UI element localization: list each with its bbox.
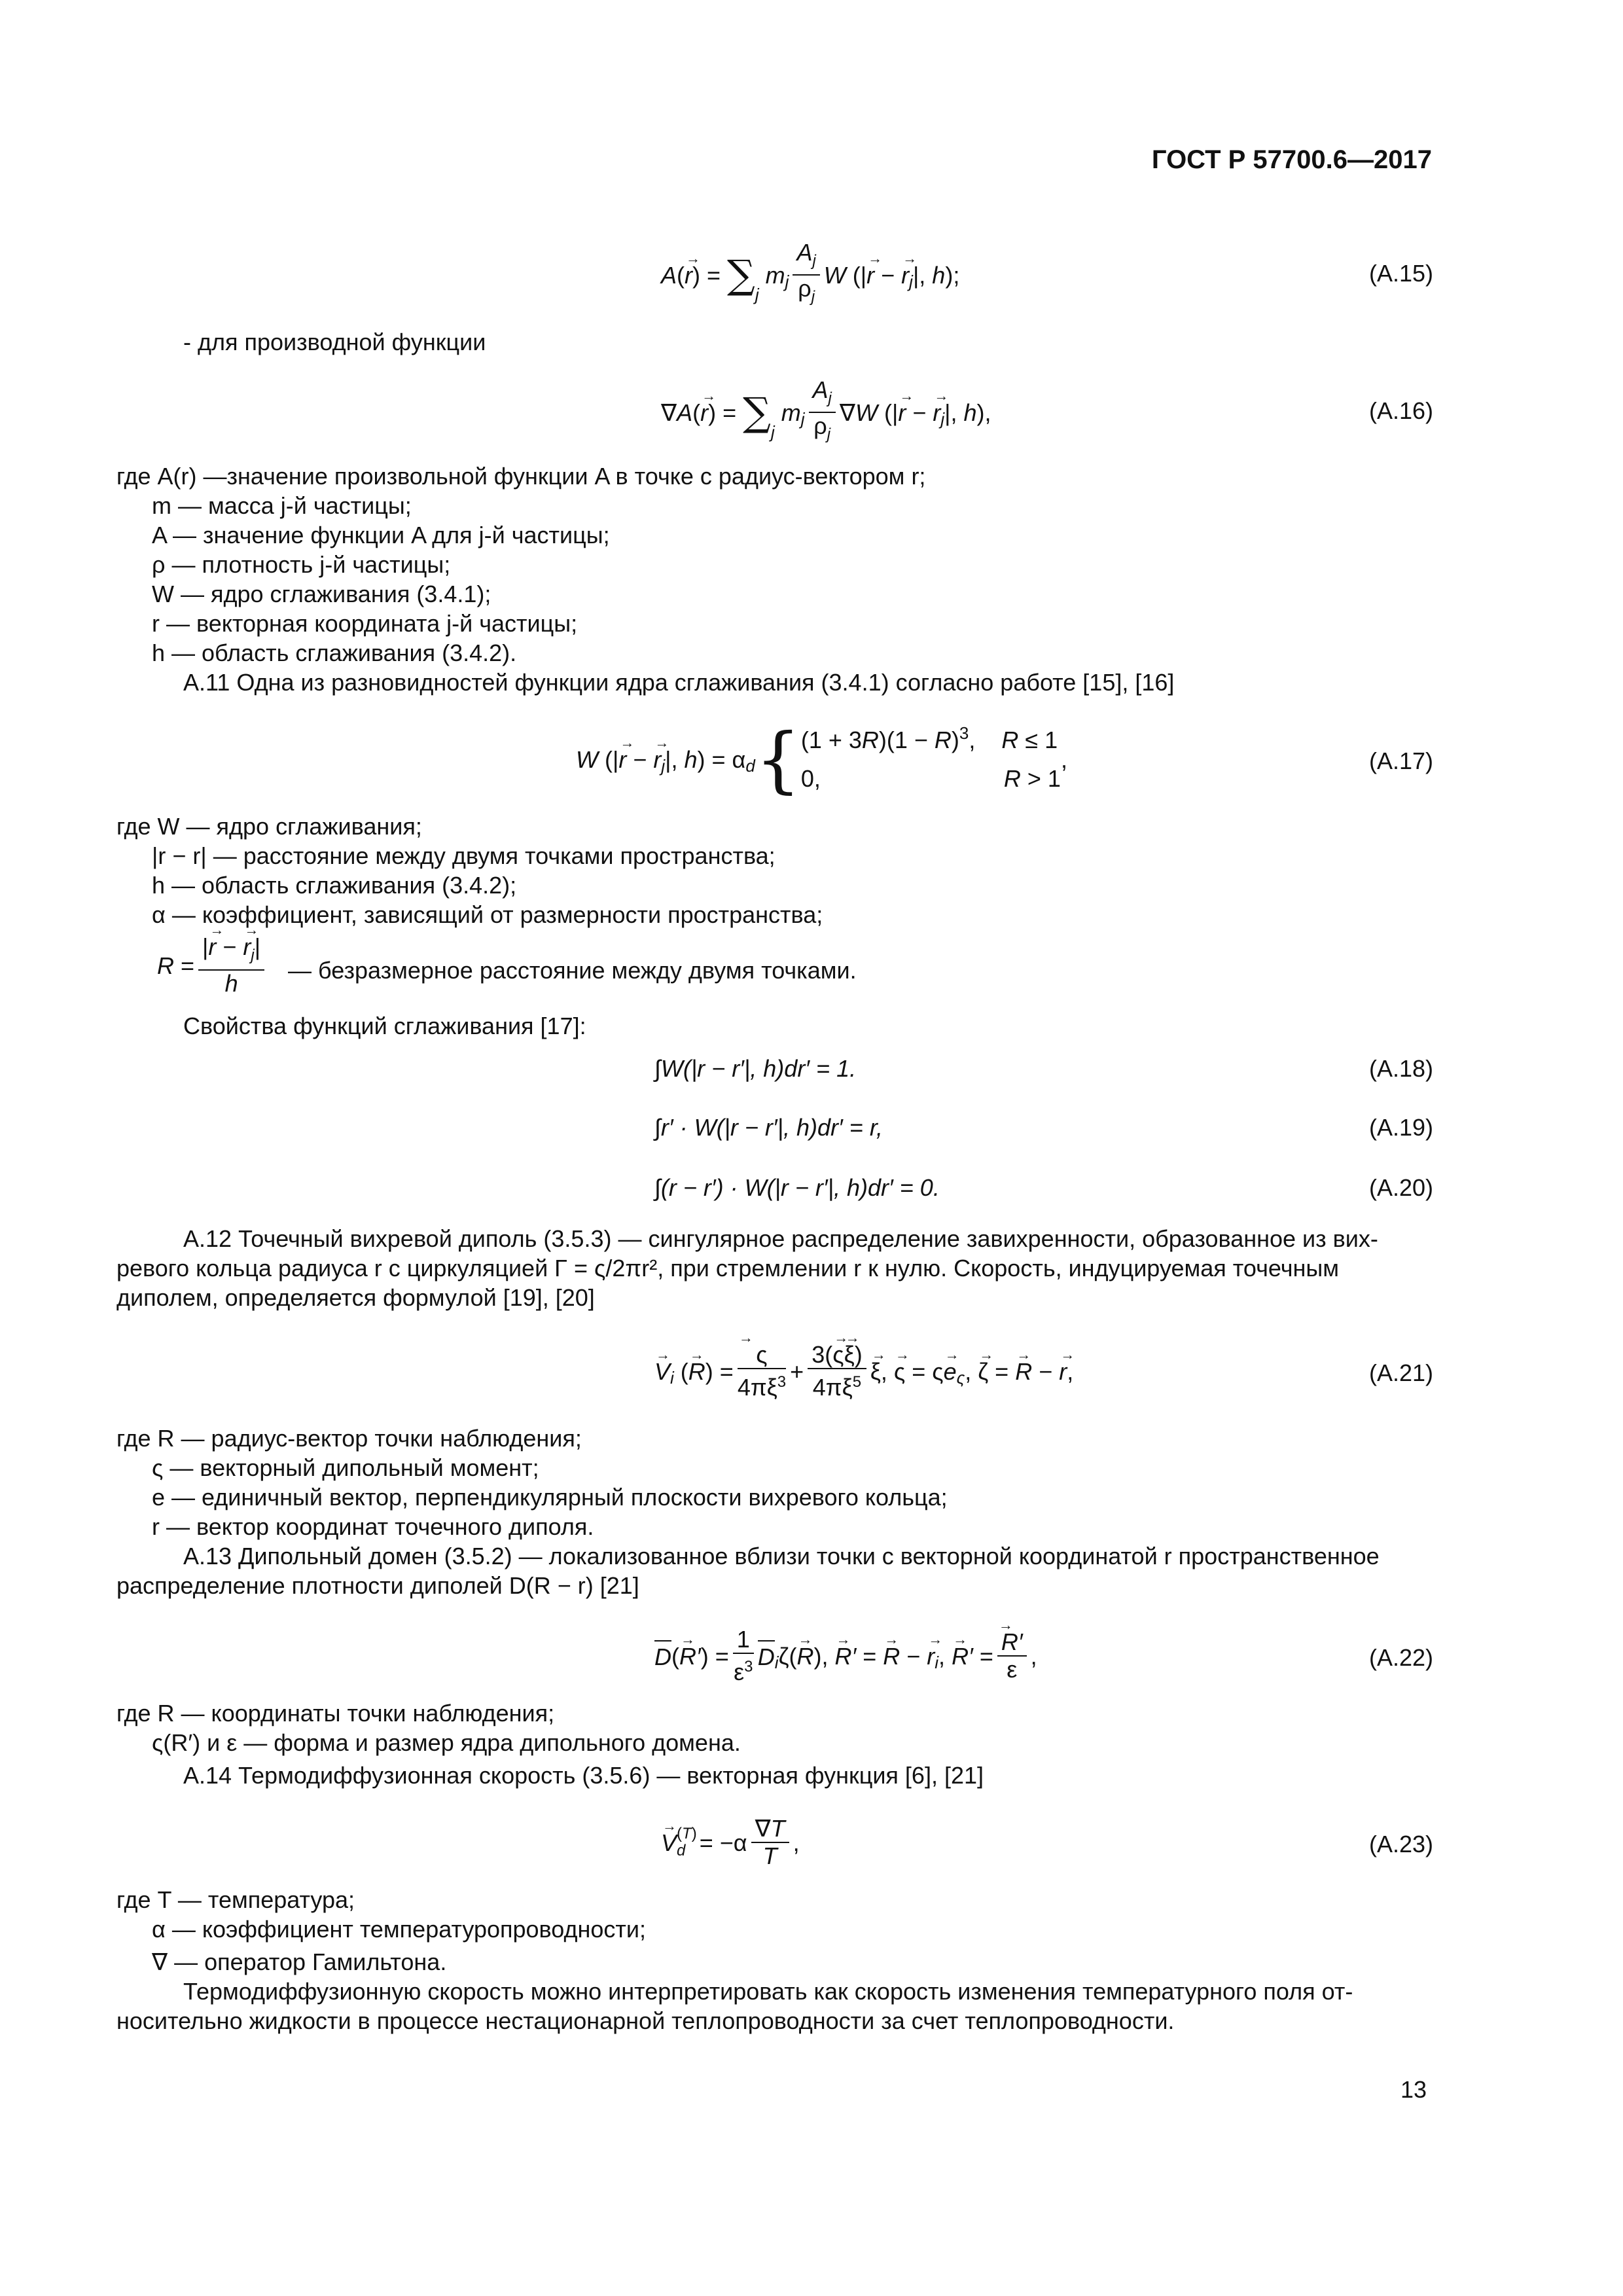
where-a-line-7: h — область сглаживания (3.4.2). [152, 639, 517, 666]
where-e-line-3: ∇ — оператор Гамильтона. [152, 1948, 447, 1975]
section-a11: А.11 Одна из разновидностей функции ядра сглаживания (3.4.1) согласно работе [15], [16] [183, 669, 1175, 696]
derivative-intro: - для производной функции [183, 329, 486, 355]
formula-a23: → V (T) d = −α $\frac{\nabla T}{T}$ , [661, 1800, 800, 1885]
where-b-line-2: |r − r| — расстояние между двумя точками пространства; [152, 842, 776, 869]
section-a12-line-1: А.12 Точечный вихревой диполь (3.5.3) — сингулярное распределение завихренности, образованное из вих- [183, 1225, 1378, 1252]
section-a13-line-2: распределение плотности диполей D(R − r) [21] [116, 1572, 639, 1599]
r-definition: R = $\frac{|\to r - \to r_j|}{h}$ [157, 929, 268, 1001]
eq-number-a21: (A.21) [1368, 1359, 1433, 1386]
where-a-line-5: W — ядро сглаживания (3.4.1); [152, 581, 491, 607]
eq-number-a23: (A.23) [1368, 1831, 1433, 1857]
formula-a20: ∫(r − r′) · W(|r − r′|, h)dr′ = 0. [654, 1174, 940, 1201]
formula-a19: ∫r′ · W(|r − r′|, h)dr′ = r, [654, 1114, 883, 1141]
final-paragraph-line-2: носительно жидкости в процессе нестационарной теплопроводности за счет теплопроводности. [116, 2007, 1175, 2034]
section-a13-line-1: А.13 Дипольный домен (3.5.2) — локализованное вблизи точки с векторной координатой r пространственное [183, 1543, 1380, 1570]
final-paragraph-line-1: Термодиффузионную скорость можно интерпретировать как скорость изменения температурного поля от- [183, 1978, 1353, 2005]
formula-a22: D ( → R′ ) = $\frac{1}{\varepsilon^3}$ D i ζ( → R ), → R′ = → R − → r i , → R′ = → $\frac{R'}{\varepsilon}$ , [654, 1613, 1037, 1698]
formula-a15: A ( → r ) = ∑ j m j $\frac{A_j}{\rho_j}$ W (| → r − → r j |, h ); [661, 236, 959, 314]
eq-number-a16: (A.16) [1368, 397, 1433, 424]
where-b-line-4: α — коэффициент, зависящий от размерности пространства; [152, 901, 823, 928]
where-c-line-3: e — единичный вектор, перпендикулярный плоскости вихревого кольца; [152, 1484, 948, 1511]
section-a12-line-3: диполем, определяется формулой [19], [20] [116, 1284, 595, 1311]
where-c-line-1: где R — радиус-вектор точки наблюдения; [116, 1425, 582, 1452]
standard-header: ГОСТ Р 57700.6—2017 [1151, 145, 1432, 174]
where-c-line-2: ς — векторный дипольный момент; [152, 1454, 539, 1481]
formula-a18: ∫W(|r − r′|, h)dr′ = 1. [654, 1055, 857, 1082]
where-a-line-4: ρ — плотность j-й частицы; [152, 551, 451, 578]
formula-a17: W (| → r − → r j |, h ) = α d { $(1 + 3R)(1 - R)^3$, R ≤ 1 0, R > 1 , [576, 720, 1067, 798]
section-a12-line-2: ревого кольца радиуса r с циркуляцией Γ = ς/2πr², при стремлении r к нулю. Скорость, индуцируемая точечным [116, 1255, 1339, 1282]
section-a14: А.14 Термодиффузионная скорость (3.5.6) — векторная функция [6], [21] [183, 1762, 984, 1789]
where-a-line-3: A — значение функции A для j-й частицы; [152, 522, 610, 548]
eq-number-a20: (A.20) [1368, 1174, 1433, 1201]
formula-a16: ∇ A ( → r ) = ∑ j m j $\frac{A_j}{\rho_j}$ ∇ W (| → r − → r j |, h ), [661, 373, 991, 452]
where-a-line-2: m — масса j-й частицы; [152, 492, 412, 519]
eq-number-a19: (A.19) [1368, 1114, 1433, 1141]
page-number: 13 [1400, 2076, 1427, 2103]
where-d-line-2: ς(R′) и ε — форма и размер ядра дипольного домена. [152, 1729, 741, 1756]
formula-a21: → V i ( → R ) = → $\frac{\varsigma}{4\pi\xi^3}$ + $\frac{3(\to \varsigma\to \xi)}{4\pi\xi^5}$ → ξ , → ς = ς → e ς , → ζ = → R − → r , [654, 1322, 1073, 1420]
properties-heading: Свойства функций сглаживания [17]: [183, 1013, 586, 1039]
eq-number-a18: (A.18) [1368, 1055, 1433, 1082]
eq-number-a22: (A.22) [1368, 1644, 1433, 1671]
where-d-line-1: где R — координаты точки наблюдения; [116, 1700, 555, 1727]
where-a-line-6: r — векторная координата j-й частицы; [152, 610, 578, 637]
where-e-line-2: α — коэффициент температуропроводности; [152, 1916, 646, 1943]
eq-number-a17: (A.17) [1368, 747, 1433, 774]
where-e-line-1: где T — температура; [116, 1886, 355, 1913]
where-c-line-4: r — вектор координат точечного диполя. [152, 1513, 594, 1540]
where-b-line-1: где W — ядро сглаживания; [116, 813, 422, 840]
where-b-line-5: — безразмерное расстояние между двумя точками. [288, 957, 857, 984]
where-b-line-3: h — область сглаживания (3.4.2); [152, 872, 517, 899]
where-a-line-1: где A(r) —значение произвольной функции A в точке с радиус-вектором r; [116, 463, 926, 490]
eq-number-a15: (A.15) [1368, 260, 1433, 287]
